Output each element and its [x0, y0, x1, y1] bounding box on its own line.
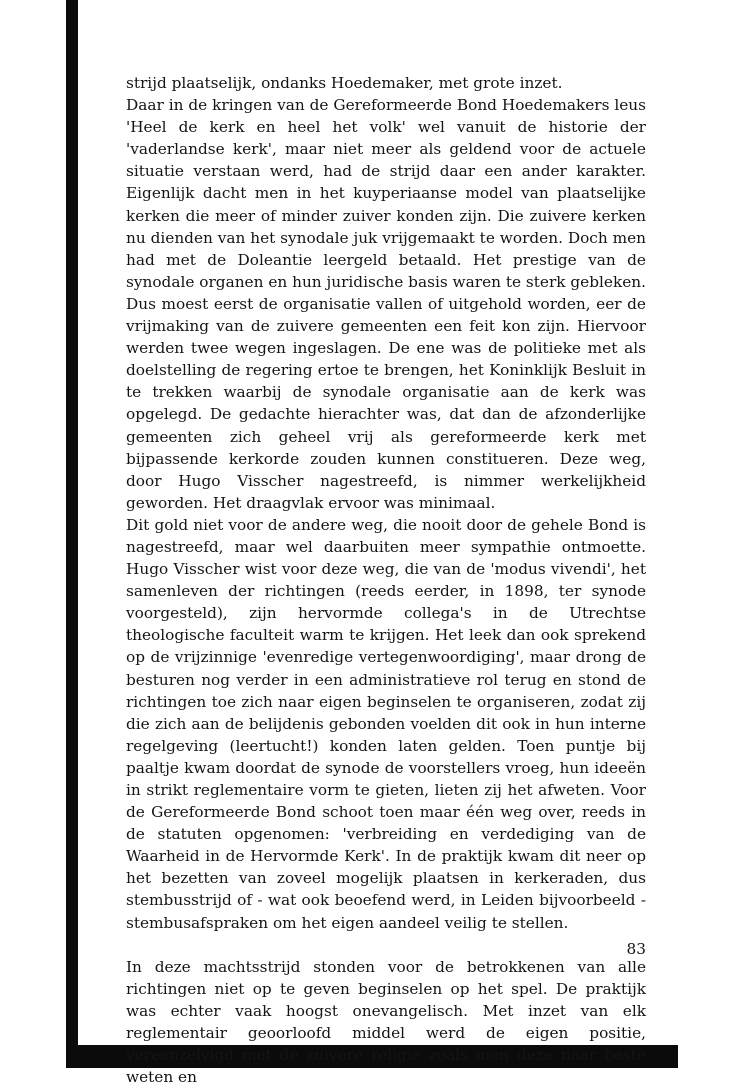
paragraph-3: Dit gold niet voor de andere weg, die nooit door de gehele Bond is nagestreefd, maar wel daarbuiten meer sympathie ontmoette. Hugo Visscher wist voor deze weg, die van de 'modus vivendi', het samenleven der richtingen (reeds eerder, in 1898, ter synode voorgesteld), zijn hervormde collega's in de Utrechtse theologische faculteit warm te krijgen. Het leek dan ook sprekend op de vrijzinnige 'evenredige vertegenwoordiging', maar drong de besturen nog verder in een administratieve rol terug en stond de richtingen toe zich naar eigen beginselen te organiseren, zodat zij die zich aan de belijdenis gebonden voelden dit ook in hun interne regelgeving (leertucht!) konden laten gelden. Toen puntje bij paaltje kwam doordat de synode de voorstellers vroeg, hun ideeën in strikt reglementaire vorm te gieten, lieten zij het afweten. Voor de Gereformeerde Bond schoot toen maar één weg over, reeds in de statuten opgenomen: 'verbreiding en verdediging van de Waarheid in de Hervormde Kerk'. In de praktijk kwam dit neer op het bezetten van zoveel mogelijk plaatsen in kerkeraden, dus stembusstrijd of - wat ook beoefend werd, in Leiden bijvoorbeeld - stembusafspraken om het eigen aandeel veilig te stellen. — [126, 515, 646, 932]
paragraph-1: strijd plaatselijk, ondanks Hoedemaker, met grote inzet. — [126, 74, 563, 92]
page-number: 83 — [626, 940, 646, 958]
paragraph-2: Daar in de kringen van de Gereformeerde Bond Hoedemakers leus 'Heel de kerk en heel het volk' wel vanuit de historie der 'vaderlandse kerk', maar niet meer als geldend voor de actuele situatie verstaan werd, had de strijd daar een ander karakter. Eigenlijk dacht men in het kuyperiaanse model van plaatselijke kerken die meer of minder zuiver konden zijn. Die zuivere kerken nu dienden van het synodale juk vrijgemaakt te worden. Doch men had met de Doleantie leergeld betaald. Het prestige van de synodale organen en hun juridische basis waren te sterk gebleken. Dus moest eerst de organisatie vallen of uitgehold worden, eer de vrijmaking van de zuivere gemeenten een feit kon zijn. Hiervoor werden twee wegen ingeslagen. De ene was de politieke met als doelstelling de regering ertoe te brengen, het Koninklijk Besluit in te trekken waarbij de synodale organisatie aan de kerk was opgelegd. De gedachte hierachter was, dat dan de afzonderlijke gemeenten zich geheel vrij als gereformeerde kerk met bijpassende kerkorde zouden kunnen constitueren. Deze weg, door Hugo Visscher nagestreefd, is nimmer werkelijkheid geworden. Het draagvlak ervoor was minimaal. — [126, 96, 647, 512]
paragraph-4: In deze machtsstrijd stonden voor de betrokkenen van alle richtingen niet op te geven beginselen op het spel. De praktijk was echter vaak hoogst onevangelisch. Met inzet van elk reglementair geoorloofd middel werd de eigen positie, vereenzelvigd met de zuivere religie zoals men deze naar beste weten en — [126, 957, 646, 1087]
scan-border-left — [66, 0, 78, 1068]
body-text — [126, 72, 646, 1088]
